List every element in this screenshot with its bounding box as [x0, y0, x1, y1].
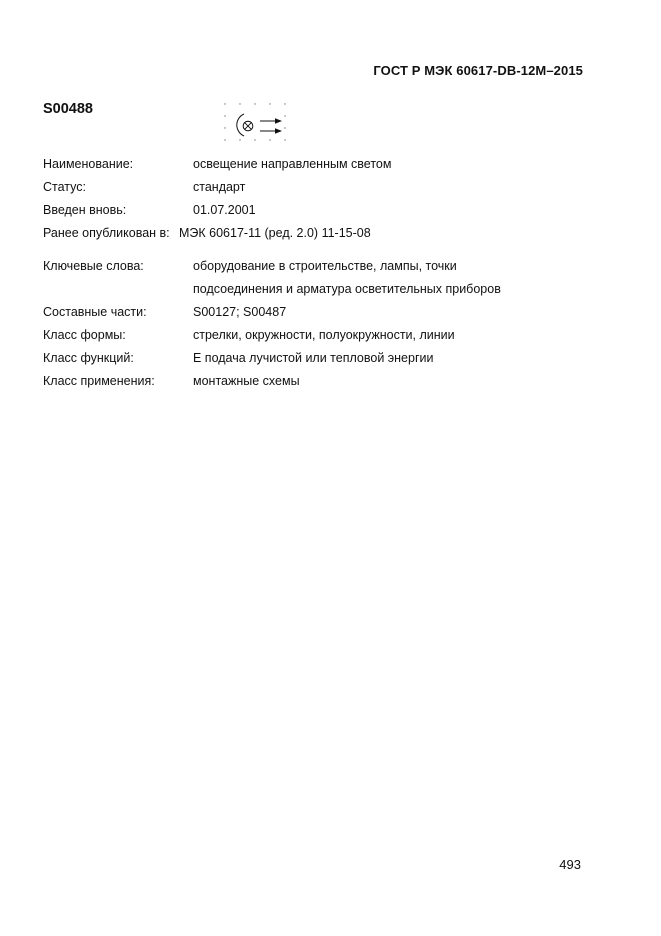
application-class-label: Класс применения:	[43, 374, 155, 388]
function-class-value: E подача лучистой или тепловой энергии	[193, 351, 434, 365]
keywords-value-line2: подсоединения и арматура осветительных приборов	[193, 282, 501, 296]
name-value: освещение направленным светом	[193, 157, 392, 171]
row-status	[43, 177, 583, 200]
lamp-directed-light-icon	[222, 100, 292, 150]
application-class-value: монтажные схемы	[193, 374, 300, 388]
parts-value: S00127; S00487	[193, 305, 287, 319]
shape-class-value: стрелки, окружности, полуокружности, линии	[193, 328, 455, 342]
row-function-class	[43, 348, 583, 371]
introduced-value: 01.07.2001	[193, 203, 256, 217]
status-value: стандарт	[193, 180, 246, 194]
row-keywords	[43, 256, 583, 302]
name-label: Наименование:	[43, 157, 134, 171]
previously-label: Ранее опубликован в:	[43, 226, 170, 240]
row-introduced	[43, 200, 583, 223]
row-parts	[43, 302, 583, 325]
shape-class-label: Класс формы:	[43, 328, 126, 342]
keywords-label: Ключевые слова:	[43, 259, 144, 273]
status-label: Статус:	[43, 180, 86, 194]
row-shape-class	[43, 325, 583, 348]
parts-label: Составные части:	[43, 305, 147, 319]
symbol-attributes	[43, 154, 583, 394]
keywords-value-line1: оборудование в строительстве, лампы, точки	[193, 259, 457, 273]
page-number: 493	[559, 857, 581, 872]
standard-header: ГОСТ Р МЭК 60617-DB-12M–2015	[373, 63, 583, 78]
row-name	[43, 154, 583, 177]
row-application-class	[43, 371, 583, 394]
function-class-label: Класс функций:	[43, 351, 134, 365]
row-previously-published	[43, 223, 583, 246]
symbol-code: S00488	[43, 101, 93, 117]
previously-value: МЭК 60617-11 (ред. 2.0) 11-15-08	[179, 226, 371, 240]
introduced-label: Введен вновь:	[43, 203, 127, 217]
